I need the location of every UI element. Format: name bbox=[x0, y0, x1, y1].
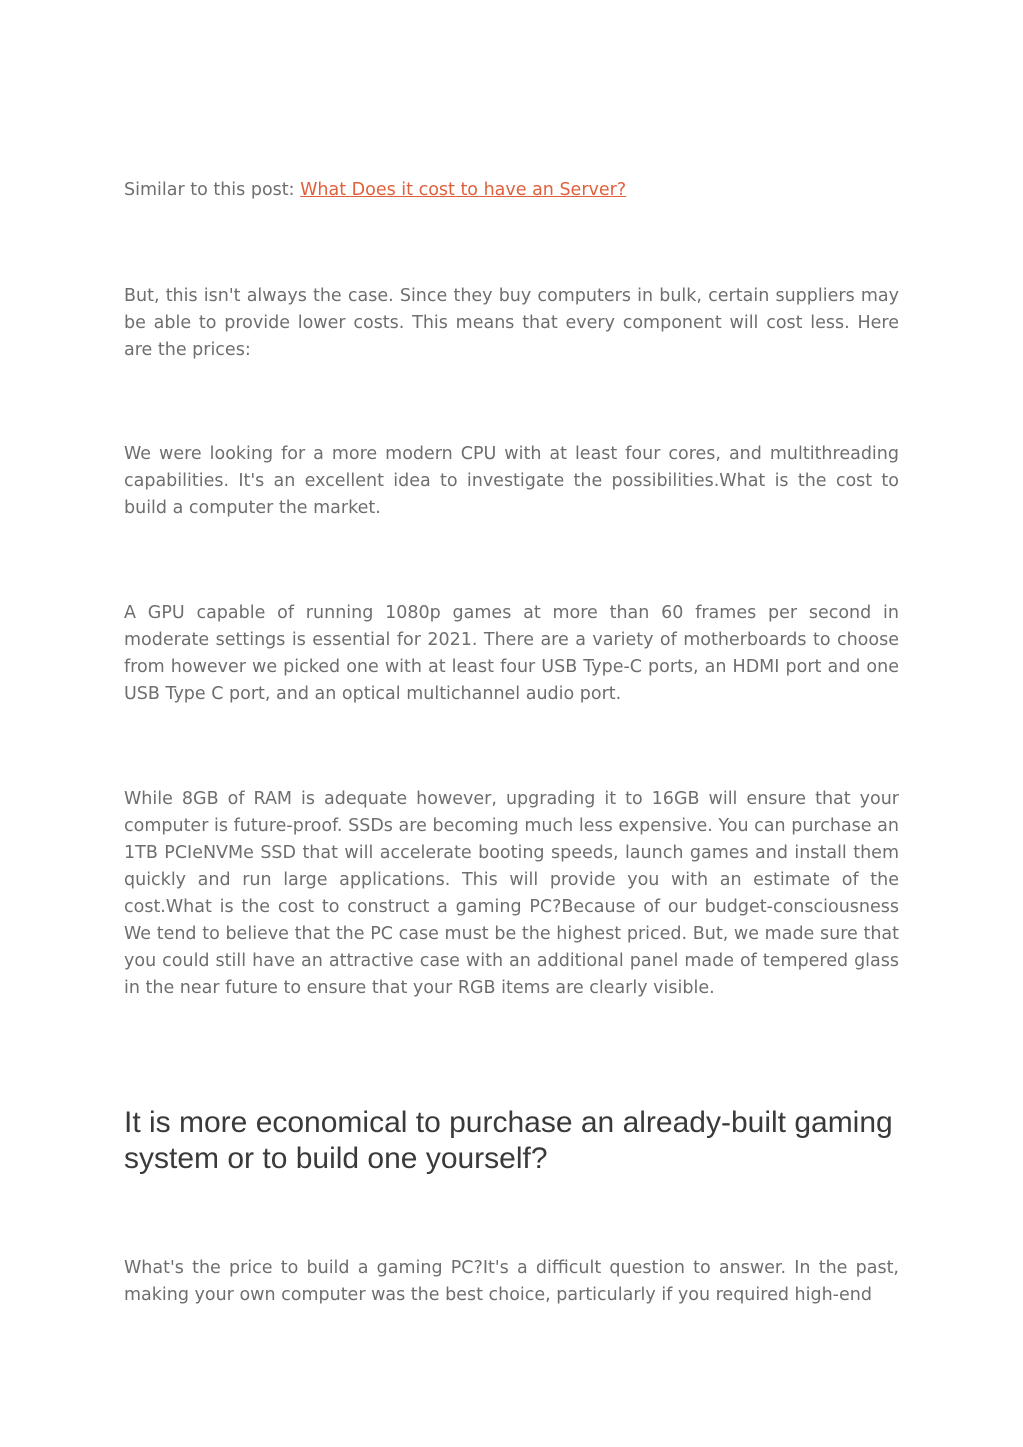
paragraph-build-price: What's the price to build a gaming PC?It's a difficult question to answer. In the past, making your own computer was the best choice, particularly if you required high-end bbox=[124, 1258, 899, 1305]
related-post-link[interactable]: What Does it cost to have an Server? bbox=[300, 180, 627, 200]
paragraph-cpu: We were looking for a more modern CPU with at least four cores, and multithreading capabilities. It's an excellent idea to investigate the possibilities.What is the cost to build a computer the market. bbox=[124, 444, 899, 518]
paragraph-ram-ssd-case: While 8GB of RAM is adequate however, upgrading it to 16GB will ensure that your computer is future-proof. SSDs are becoming much less expensive. You can purchase an 1TB PCIeNVMe SSD that will accelerate booting speeds, launch games and install them quickly and run large applications. This will provide you with an estimate of the cost.What is the cost to construct a gaming PC?Because of our budget-consciousness We tend to believe that the PC case must be the highest priced. But, we made sure that you could still have an attractive case with an additional panel made of tempered glass in the near future to ensure that your RGB items are clearly visible. bbox=[124, 789, 899, 998]
section-heading: It is more economical to purchase an already-built gaming system or to build one yourself? bbox=[124, 1106, 893, 1175]
related-post-line bbox=[124, 177, 899, 204]
paragraph-gpu-motherboard: A GPU capable of running 1080p games at more than 60 frames per second in moderate settings is essential for 2021. There are a variety of motherboards to choose from however we picked one with at least four USB Type-C ports, an HDMI port and one USB Type C port, and an optical multichannel audio port. bbox=[124, 603, 899, 704]
paragraph-bulk-pricing: But, this isn't always the case. Since they buy computers in bulk, certain suppliers may be able to provide lower costs. This means that every component will cost less. Here are the prices: bbox=[124, 286, 899, 360]
related-post-prefix: Similar to this post: bbox=[124, 180, 301, 200]
